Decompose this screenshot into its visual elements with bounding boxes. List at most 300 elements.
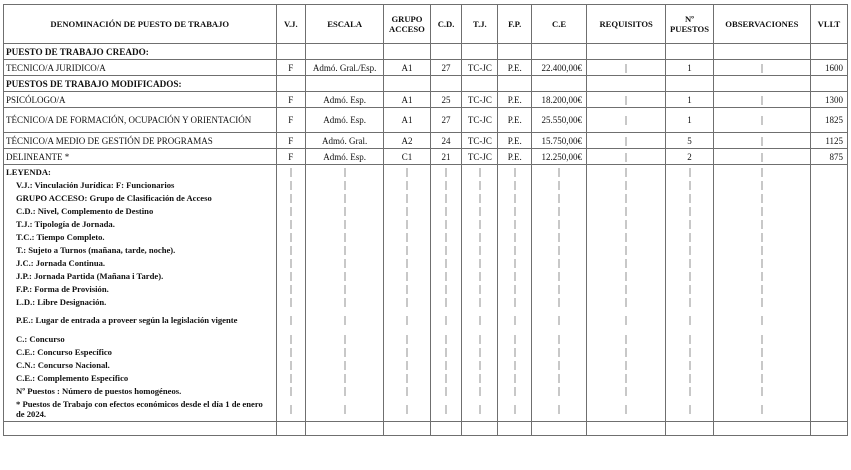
cell-tick (558, 348, 560, 357)
section-modified-row (4, 76, 848, 92)
legend-row (4, 384, 848, 397)
cell-tick (514, 348, 516, 357)
cell-name: TECNICO/A JURIDICO/A (4, 60, 277, 76)
col-num-puestos: Nº PUESTOS (666, 5, 714, 44)
cell-tick (445, 246, 447, 255)
table-row (4, 149, 848, 165)
cell-fp: P.E. (498, 60, 532, 76)
cell-grupo: C1 (384, 149, 430, 165)
cell-tick (625, 298, 627, 307)
cell-cd: 24 (430, 133, 462, 149)
cell-requisitos (587, 149, 666, 165)
cell-observaciones (713, 60, 810, 76)
col-tj: T.J. (462, 5, 498, 44)
cell-tick (344, 207, 346, 216)
cell-tick (290, 335, 292, 344)
legend-item: L.D.: Libre Designación. (4, 295, 277, 308)
cell-tick (479, 405, 481, 414)
cell-tick (445, 387, 447, 396)
cell-tick (761, 361, 763, 370)
legend-item: C.D.: Nivel, Complemento de Destino (4, 204, 277, 217)
cell-tick (445, 335, 447, 344)
cell-tick (344, 233, 346, 242)
cell-vllt: 1125 (810, 133, 847, 149)
section-title: PUESTO DE TRABAJO CREADO: (4, 44, 277, 60)
col-denominacion: DENOMINACIÓN DE PUESTO DE TRABAJO (4, 5, 277, 44)
cell-tick (479, 220, 481, 229)
cell-tick (514, 272, 516, 281)
cell-tick (479, 335, 481, 344)
cell-observaciones (713, 92, 810, 108)
col-fp: F.P. (498, 5, 532, 44)
cell-grupo: A1 (384, 60, 430, 76)
cell-tick (514, 298, 516, 307)
legend-title-row (4, 165, 848, 179)
legend-row (4, 230, 848, 243)
cell-tick (445, 168, 447, 177)
legend-title: LEYENDA: (4, 165, 277, 179)
cell-puestos: 5 (666, 133, 714, 149)
legend-row (4, 332, 848, 345)
cell-fp: P.E. (498, 108, 532, 133)
cell-tick (689, 194, 691, 203)
cell-tick (761, 233, 763, 242)
cell-tick (479, 316, 481, 325)
cell-tick (558, 335, 560, 344)
cell-tick (514, 168, 516, 177)
cell-tick (514, 405, 516, 414)
cell-name: TÉCNICO/A DE FORMACIÓN, OCUPACIÓN Y ORIENTACIÓN (4, 108, 277, 133)
cell-tick (479, 194, 481, 203)
cell-tick (479, 207, 481, 216)
cell-tick (625, 335, 627, 344)
cell-tick (406, 374, 408, 383)
cell-tick (406, 298, 408, 307)
legend-row (4, 371, 848, 384)
cell-fp: P.E. (498, 133, 532, 149)
section-title: PUESTOS DE TRABAJO MODIFICADOS: (4, 76, 277, 92)
cell-tick (344, 335, 346, 344)
cell-tick (406, 387, 408, 396)
cell-tick (761, 246, 763, 255)
cell-tick (761, 272, 763, 281)
cell-tick (558, 194, 560, 203)
cell-tick (689, 259, 691, 268)
legend-row (4, 178, 848, 191)
legend-item: T.: Sujeto a Turnos (mañana, tarde, noche). (4, 243, 277, 256)
cell-tick (479, 181, 481, 190)
cell-tick (406, 316, 408, 325)
cell-tick (558, 272, 560, 281)
col-requisitos: REQUISITOS (587, 5, 666, 44)
cell-tick (689, 387, 691, 396)
legend-item: T.C.: Tiempo Completo. (4, 230, 277, 243)
cell-tick (290, 405, 292, 414)
cell-vj: F (276, 133, 306, 149)
cell-tick (625, 361, 627, 370)
legend-item: J.P.: Jornada Partida (Mañana i Tarde). (4, 269, 277, 282)
cell-tick (625, 348, 627, 357)
legend-item: P.E.: Lugar de entrada a proveer según la legislación vigente (4, 308, 277, 332)
legend-row (4, 397, 848, 422)
cell-tick (514, 316, 516, 325)
cell-tick (761, 259, 763, 268)
cell-tick (290, 246, 292, 255)
col-vj: V.J. (276, 5, 306, 44)
cell-tj: TC-JC (462, 108, 498, 133)
cell-tick (479, 259, 481, 268)
cell-tick (625, 181, 627, 190)
cell-tick (445, 181, 447, 190)
cell-tick (514, 387, 516, 396)
cell-fp: P.E. (498, 149, 532, 165)
legend-row (4, 256, 848, 269)
cell-tick (625, 207, 627, 216)
section-created-row (4, 44, 848, 60)
cell-tick (406, 181, 408, 190)
legend-item: J.C.: Jornada Continua. (4, 256, 277, 269)
cell-tick (625, 285, 627, 294)
cell-tick (406, 168, 408, 177)
cell-tick (514, 246, 516, 255)
cell-tick (625, 316, 627, 325)
cell-tick (514, 220, 516, 229)
cell-tick (761, 335, 763, 344)
cell-tick (689, 405, 691, 414)
cell-tick (290, 361, 292, 370)
cell-tick (761, 194, 763, 203)
cell-observaciones (713, 108, 810, 133)
cell-tick (344, 405, 346, 414)
cell-tick (558, 181, 560, 190)
legend-item: C.: Concurso (4, 332, 277, 345)
cell-tick (290, 316, 292, 325)
cell-tick (290, 387, 292, 396)
legend-item: T.J.: Tipología de Jornada. (4, 217, 277, 230)
legend-row (4, 358, 848, 371)
cell-tick (445, 405, 447, 414)
table-row (4, 60, 848, 76)
cell-puestos: 1 (666, 92, 714, 108)
cell-fp: P.E. (498, 92, 532, 108)
table-row (4, 92, 848, 108)
rpt-document (3, 4, 848, 436)
cell-tick (344, 285, 346, 294)
cell-tick (689, 272, 691, 281)
cell-vj: F (276, 60, 306, 76)
cell-tick (625, 272, 627, 281)
cell-puestos: 1 (666, 108, 714, 133)
cell-grupo: A2 (384, 133, 430, 149)
footer-row (4, 422, 848, 436)
legend-item: V.J.: Vinculación Jurídica: F: Funcionarios (4, 178, 277, 191)
cell-name: PSICÓLOGO/A (4, 92, 277, 108)
cell-tick (406, 361, 408, 370)
cell-tick (290, 194, 292, 203)
cell-tick (344, 194, 346, 203)
cell-tick (514, 259, 516, 268)
legend-row (4, 191, 848, 204)
cell-tick (290, 348, 292, 357)
cell-tj: TC-JC (462, 92, 498, 108)
cell-tick (290, 168, 292, 177)
cell-tick (344, 168, 346, 177)
cell-tick (445, 348, 447, 357)
col-vllt: VLLT (810, 5, 847, 44)
cell-tick (290, 220, 292, 229)
cell-tick (290, 233, 292, 242)
cell-cd: 25 (430, 92, 462, 108)
cell-tick (514, 285, 516, 294)
cell-vllt: 1600 (810, 60, 847, 76)
cell-tick (558, 233, 560, 242)
cell-tick (558, 387, 560, 396)
cell-tick (761, 220, 763, 229)
cell-tick (514, 194, 516, 203)
cell-observaciones (713, 133, 810, 149)
cell-tick (445, 272, 447, 281)
cell-grupo: A1 (384, 92, 430, 108)
col-ce: C.E (532, 5, 587, 44)
legend-item: C.E.: Complemento Específico (4, 371, 277, 384)
cell-tick (761, 405, 763, 414)
cell-tick (344, 374, 346, 383)
cell-vj: F (276, 92, 306, 108)
cell-tick (514, 361, 516, 370)
cell-tick (290, 272, 292, 281)
cell-vj: F (276, 149, 306, 165)
col-cd: C.D. (430, 5, 462, 44)
cell-tick (761, 316, 763, 325)
cell-tick (514, 207, 516, 216)
cell-tick (406, 335, 408, 344)
cell-tj: TC-JC (462, 133, 498, 149)
cell-tick (514, 335, 516, 344)
cell-tick (344, 272, 346, 281)
cell-tick (445, 316, 447, 325)
cell-tick (445, 259, 447, 268)
cell-tick (445, 207, 447, 216)
cell-tick (479, 348, 481, 357)
col-observaciones: OBSERVACIONES (713, 5, 810, 44)
cell-tick (406, 272, 408, 281)
cell-tick (445, 361, 447, 370)
cell-tick (761, 181, 763, 190)
cell-tick (625, 405, 627, 414)
cell-tick (479, 285, 481, 294)
legend-row (4, 204, 848, 217)
cell-tick (689, 207, 691, 216)
cell-tick (479, 233, 481, 242)
cell-escala: Admó. Gral. (306, 133, 384, 149)
cell-tick (689, 298, 691, 307)
cell-tick (479, 168, 481, 177)
legend-row (4, 295, 848, 308)
cell-escala: Admó. Esp. (306, 92, 384, 108)
cell-tick (689, 348, 691, 357)
cell-tick (558, 207, 560, 216)
cell-tick (558, 246, 560, 255)
cell-tick (344, 361, 346, 370)
cell-tick (689, 316, 691, 325)
cell-tick (445, 298, 447, 307)
cell-tick (344, 220, 346, 229)
cell-tick (689, 246, 691, 255)
legend-item: Nº Puestos : Número de puestos homogéneos. (4, 384, 277, 397)
cell-tick (514, 181, 516, 190)
legend-row (4, 269, 848, 282)
cell-tick (625, 233, 627, 242)
cell-tick (406, 259, 408, 268)
cell-tick (344, 298, 346, 307)
cell-tick (479, 272, 481, 281)
cell-tick (479, 361, 481, 370)
cell-requisitos (587, 60, 666, 76)
cell-vllt: 1825 (810, 108, 847, 133)
cell-tick (558, 405, 560, 414)
cell-cd: 21 (430, 149, 462, 165)
cell-ce: 18.200,00€ (532, 92, 587, 108)
table-row (4, 133, 848, 149)
cell-tick (406, 220, 408, 229)
legend-row (4, 217, 848, 230)
col-escala: ESCALA (306, 5, 384, 44)
cell-tick (689, 285, 691, 294)
cell-tick (761, 374, 763, 383)
cell-tick (625, 220, 627, 229)
header-row (4, 5, 848, 44)
cell-tick (625, 374, 627, 383)
cell-tick (514, 233, 516, 242)
cell-grupo: A1 (384, 108, 430, 133)
cell-tick (761, 168, 763, 177)
cell-tick (689, 374, 691, 383)
legend-item: C.N.: Concurso Nacional. (4, 358, 277, 371)
cell-tick (290, 207, 292, 216)
cell-escala: Admó. Esp. (306, 149, 384, 165)
cell-name: TÉCNICO/A MEDIO DE GESTIÓN DE PROGRAMAS (4, 133, 277, 149)
cell-tick (344, 387, 346, 396)
cell-tick (344, 316, 346, 325)
cell-requisitos (587, 133, 666, 149)
cell-tick (558, 168, 560, 177)
cell-tj: TC-JC (462, 149, 498, 165)
cell-tick (406, 348, 408, 357)
cell-tick (558, 220, 560, 229)
cell-tick (558, 285, 560, 294)
cell-tick (406, 233, 408, 242)
legend-row (4, 308, 848, 332)
cell-tick (625, 387, 627, 396)
cell-tick (406, 194, 408, 203)
cell-tick (689, 168, 691, 177)
cell-ce: 22.400,00€ (532, 60, 587, 76)
legend-item: * Puestos de Trabajo con efectos económicos desde el día 1 de enero de 2024. (4, 397, 277, 422)
cell-tick (344, 259, 346, 268)
cell-tj: TC-JC (462, 60, 498, 76)
cell-ce: 25.550,00€ (532, 108, 587, 133)
cell-tick (625, 168, 627, 177)
cell-tick (479, 298, 481, 307)
cell-tick (689, 335, 691, 344)
cell-tick (445, 233, 447, 242)
cell-tick (689, 361, 691, 370)
cell-tick (558, 259, 560, 268)
cell-tick (344, 181, 346, 190)
cell-tick (625, 259, 627, 268)
cell-tick (344, 246, 346, 255)
cell-tick (406, 207, 408, 216)
cell-requisitos (587, 108, 666, 133)
cell-tick (479, 387, 481, 396)
cell-puestos: 1 (666, 60, 714, 76)
legend-row (4, 243, 848, 256)
cell-escala: Admó. Esp. (306, 108, 384, 133)
cell-escala: Admó. Gral./Esp. (306, 60, 384, 76)
cell-vllt: 1300 (810, 92, 847, 108)
cell-tick (344, 348, 346, 357)
cell-cd: 27 (430, 60, 462, 76)
cell-tick (290, 285, 292, 294)
cell-tick (479, 246, 481, 255)
cell-tick (625, 194, 627, 203)
cell-tick (406, 405, 408, 414)
cell-name: DELINEANTE * (4, 149, 277, 165)
legend-item: GRUPO ACCESO: Grupo de Clasificación de Acceso (4, 191, 277, 204)
table-row (4, 108, 848, 133)
cell-tick (406, 246, 408, 255)
cell-puestos: 2 (666, 149, 714, 165)
legend-row (4, 282, 848, 295)
cell-vj: F (276, 108, 306, 133)
positions-table (3, 4, 848, 436)
cell-tick (290, 298, 292, 307)
cell-tick (689, 181, 691, 190)
cell-tick (445, 194, 447, 203)
cell-tick (445, 374, 447, 383)
cell-tick (625, 246, 627, 255)
cell-tick (290, 181, 292, 190)
cell-tick (558, 361, 560, 370)
cell-tick (558, 374, 560, 383)
legend-row (4, 345, 848, 358)
cell-ce: 15.750,00€ (532, 133, 587, 149)
cell-tick (290, 374, 292, 383)
cell-tick (761, 207, 763, 216)
cell-tick (406, 285, 408, 294)
cell-vllt: 875 (810, 149, 847, 165)
cell-observaciones (713, 149, 810, 165)
cell-tick (558, 316, 560, 325)
cell-tick (558, 298, 560, 307)
cell-tick (514, 374, 516, 383)
cell-tick (689, 220, 691, 229)
cell-tick (761, 285, 763, 294)
cell-tick (479, 374, 481, 383)
cell-tick (761, 387, 763, 396)
legend-item: C.E.: Concurso Específico (4, 345, 277, 358)
cell-ce: 12.250,00€ (532, 149, 587, 165)
cell-tick (445, 220, 447, 229)
legend-item: F.P.: Forma de Provisión. (4, 282, 277, 295)
cell-tick (445, 285, 447, 294)
col-grupo-acceso: GRUPO ACCESO (384, 5, 430, 44)
cell-cd: 27 (430, 108, 462, 133)
cell-requisitos (587, 92, 666, 108)
cell-tick (761, 298, 763, 307)
cell-tick (689, 233, 691, 242)
cell-tick (290, 259, 292, 268)
